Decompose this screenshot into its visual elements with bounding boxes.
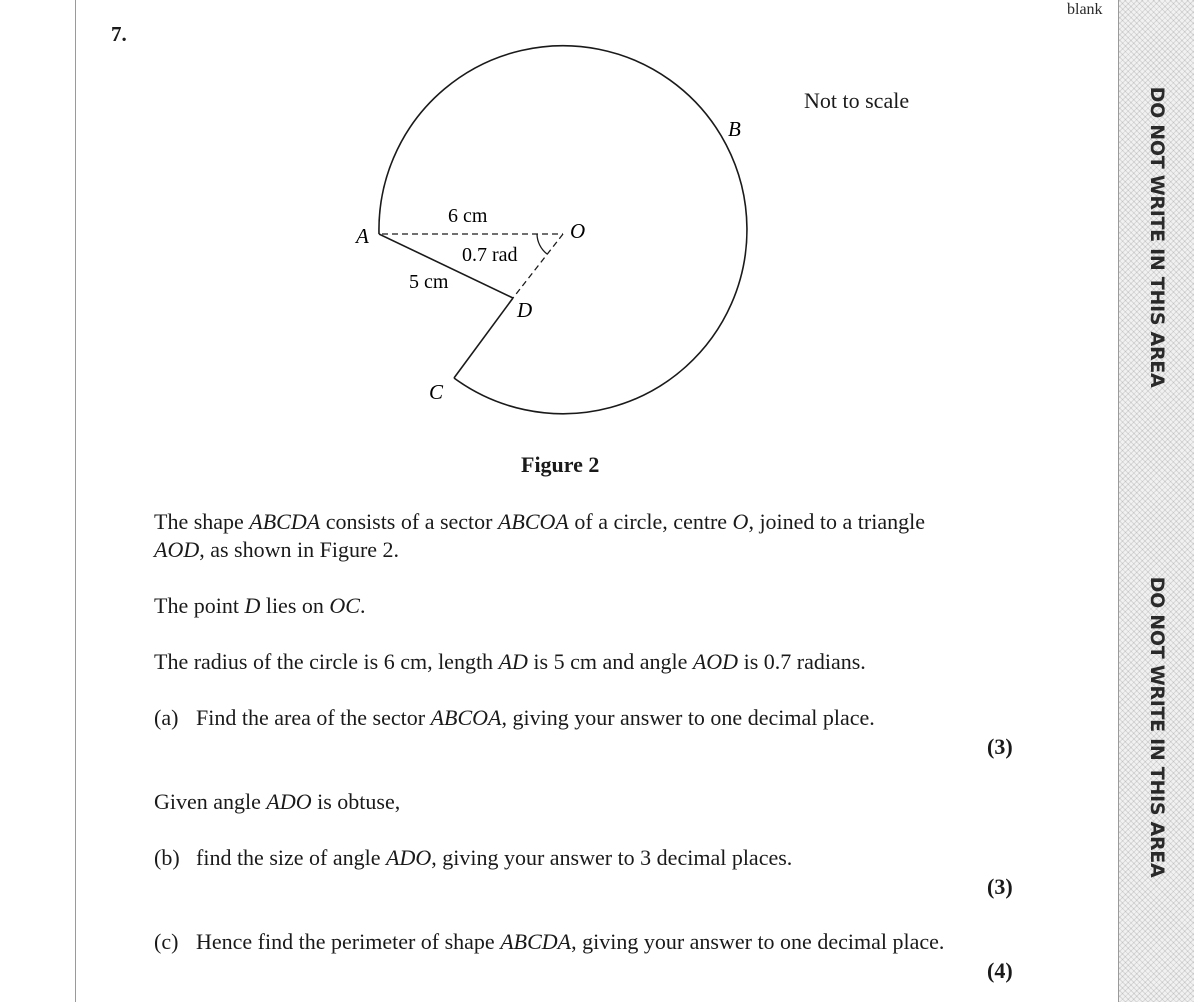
label-a: A [356,224,369,248]
obtuse-condition: Given angle ADO is obtuse, [154,789,401,814]
intro-paragraph: The shape ABCDA consists of a sector ABCOA of a circle, centre O, joined to a triangle AOD, as shown in Figure 2. [154,509,925,562]
label-c: C [429,380,444,404]
label-angle: 0.7 rad [462,244,518,266]
label-b: B [728,117,741,141]
part-c-marks: (4) [987,958,1013,983]
label-o: O [570,219,586,243]
part-b-question: (b) find the size of angle ADO, giving your answer to 3 decimal places. [154,845,793,870]
label-ad-length: 5 cm [409,271,449,293]
figure-caption: Figure 2 [521,452,600,477]
point-d-statement: The point D lies on OC. [154,593,366,618]
segment-dc [454,298,513,378]
part-a-question: (a) Find the area of the sector ABCOA, giving your answer to one decimal place. [154,705,875,730]
angle-arc-aod [537,234,547,254]
sector-arc [379,46,747,414]
part-b-marks: (3) [987,874,1013,899]
part-c-question: (c) Hence find the perimeter of shape ABCDA, giving your answer to one decimal place. [154,929,945,954]
not-to-scale-note: Not to scale [804,88,910,113]
label-radius: 6 cm [448,205,488,227]
segment-od-dashed [513,234,563,298]
question-number: 7. [111,22,127,46]
part-a-marks: (3) [987,734,1013,759]
figure-2-diagram [0,0,1100,450]
label-d: D [517,298,533,322]
given-values-statement: The radius of the circle is 6 cm, length AD is 5 cm and angle AOD is 0.7 radians. [154,649,866,674]
blank-label: blank [1067,1,1103,18]
